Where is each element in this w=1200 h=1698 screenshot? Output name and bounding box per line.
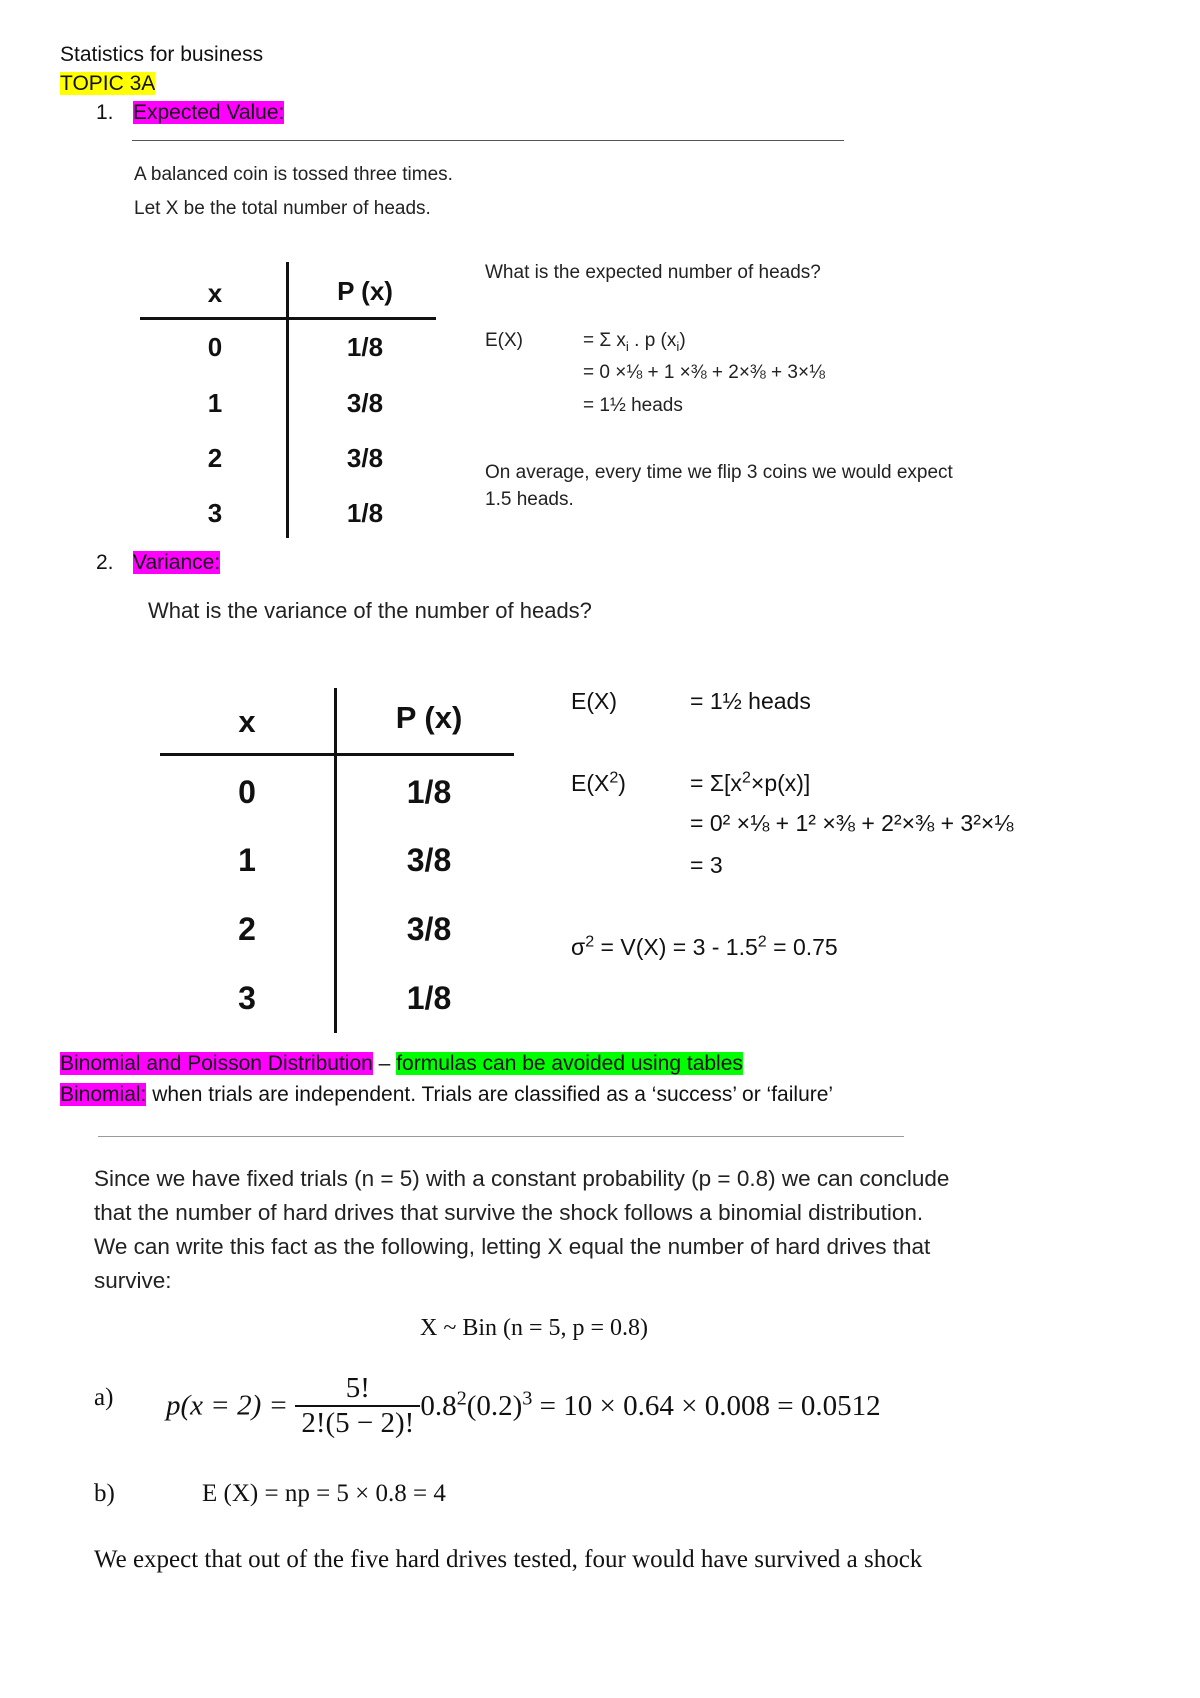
table1-x-3: 3 (207, 498, 223, 528)
section1-question: What is the expected number of heads? (485, 262, 821, 283)
binomial-label: Binomial: (60, 1083, 147, 1106)
part-b-expression: E (X) = np = 5 × 0.8 = 4 (202, 1480, 446, 1507)
binomial-definition (60, 1083, 833, 1107)
table1-p-3: 1/8 (346, 498, 384, 528)
table1-p-0: 1/8 (346, 332, 384, 362)
part-a-equation (166, 1372, 881, 1440)
part-a-numerator: 5! (295, 1372, 420, 1407)
section1-conclusion-line2: 1.5 heads. (485, 489, 574, 510)
topic-highlight: TOPIC 3A (60, 72, 156, 95)
binomial-para-line1: Since we have fixed trials (n = 5) with a constant probability (p = 0.8) we can conclude (94, 1166, 950, 1191)
section1-ex-label: E(X) (485, 330, 523, 351)
section2-ex2-line3: = 3 (690, 852, 723, 878)
table2-x-2: 2 (238, 911, 256, 947)
course-title: Statistics for business (60, 43, 264, 66)
part-a-rest (420, 1386, 881, 1422)
table2-x-3: 3 (238, 980, 256, 1016)
table2-p-2: 3/8 (406, 911, 452, 947)
section2-question: What is the variance of the number of heads? (148, 598, 592, 623)
section2-ex2-label (571, 770, 626, 797)
part-a-rest-pre: 0.8 (420, 1389, 457, 1422)
section1-title (133, 100, 284, 126)
section1-number: 1. (96, 101, 114, 124)
binomial-para-line3: We can write this fact as the following, letting X equal the number of hard drives that (94, 1234, 931, 1259)
table2-header-p: P (x) (395, 700, 463, 735)
part-a-lhs: p(x = 2) = (166, 1389, 289, 1422)
section2-number: 2. (96, 551, 114, 574)
part-a-rest-post: = 10 × 0.64 × 0.008 = 0.0512 (532, 1389, 881, 1422)
binomial-dash: – (372, 1052, 397, 1075)
section2-ex2-line1 (690, 770, 810, 797)
variance-sup: 2 (585, 932, 595, 951)
table1-x-2: 2 (207, 443, 223, 473)
section2-title (133, 550, 220, 576)
section1-rule (132, 140, 844, 141)
topic-label (60, 71, 155, 97)
binomial-title: Binomial and Poisson Distribution (60, 1052, 373, 1075)
part-a-rest-mid: (0.2) (466, 1389, 523, 1422)
section2-variance (571, 934, 838, 961)
section1-intro-line2: Let X be the total number of heads. (134, 198, 431, 219)
table2-p-0: 1/8 (406, 774, 452, 810)
table2-header-x: x (238, 704, 256, 739)
ex-line1-part3: ) (679, 330, 686, 351)
table1-header-x: x (207, 278, 223, 308)
part-a-rest-sup1: 2 (456, 1386, 467, 1409)
binomial-conclusion: We expect that out of the five hard drives tested, four would have survived a shock (94, 1546, 923, 1573)
binomial-para-line4: survive: (94, 1268, 172, 1293)
part-a-label: a) (94, 1384, 114, 1411)
binomial-model: X ~ Bin (n = 5, p = 0.8) (420, 1315, 649, 1341)
binomial-para-line2: that the number of hard drives that survive the shock follows a binomial distribution. (94, 1200, 924, 1225)
section2-ex-value: = 1½ heads (690, 688, 811, 714)
section1-intro-line1: A balanced coin is tossed three times. (134, 164, 453, 185)
ex2-line1-post: ×p(x)] (750, 770, 811, 796)
table1-x-1: 1 (207, 388, 223, 418)
section2-ex-label: E(X) (571, 688, 617, 714)
variance-mid: = V(X) = 3 - 1.5 (594, 934, 758, 960)
part-a-fraction (295, 1372, 420, 1440)
variance-post: = 0.75 (766, 934, 838, 960)
part-a-denominator: 2!(5 − 2)! (301, 1407, 415, 1439)
ex2-label-pre: E(X (571, 770, 610, 796)
ex-line1-part2: . p (x (628, 330, 677, 351)
variance-pre: σ (571, 934, 586, 960)
section2-title-highlight: Variance: (133, 551, 221, 574)
table2-x-1: 1 (238, 842, 256, 878)
binomial-rule (98, 1136, 904, 1137)
ex-line1-sub2: i (676, 338, 680, 354)
table1-x-0: 0 (207, 332, 223, 362)
table2-divider-horizontal (160, 753, 514, 756)
binomial-desc: when trials are independent. Trials are classified as a ‘success’ or ‘failure’ (146, 1083, 834, 1106)
table1-divider-horizontal (140, 317, 436, 320)
ex2-line1-sup: 2 (741, 768, 751, 787)
ex-line1-sub1: i (625, 338, 629, 354)
ex2-line1-pre: = Σ[x (690, 770, 742, 796)
ex2-label-post: ) (618, 770, 626, 796)
part-b-label: b) (94, 1480, 115, 1507)
binomial-note: formulas can be avoided using tables (396, 1052, 743, 1075)
section1-ex-line2: = 0 ×⅛ + 1 ×⅜ + 2×⅜ + 3×⅛ (583, 362, 825, 383)
binomial-paragraph (94, 1162, 949, 1298)
table1-divider-vertical (286, 262, 289, 538)
binomial-heading (60, 1052, 743, 1076)
variance-sup2: 2 (757, 932, 767, 951)
section1-conclusion-line1: On average, every time we flip 3 coins we would expect (485, 462, 953, 483)
ex2-label-sup: 2 (609, 768, 619, 787)
table2-p-3: 1/8 (406, 980, 452, 1016)
table1-p-1: 3/8 (346, 388, 384, 418)
table2-divider-vertical (334, 688, 337, 1033)
part-a-rest-sup2: 3 (522, 1386, 533, 1409)
section1-ex-line3: = 1½ heads (583, 395, 683, 416)
section2-ex2-line2: = 0² ×⅛ + 1² ×⅜ + 2²×⅜ + 3²×⅛ (690, 810, 1014, 836)
section1-ex-line1 (583, 330, 686, 352)
table2-x-0: 0 (238, 774, 256, 810)
section1-title-highlight: Expected Value: (133, 101, 285, 124)
table1-p-2: 3/8 (346, 443, 384, 473)
table1-header-p: P (x) (337, 276, 393, 306)
table2-p-1: 3/8 (406, 842, 452, 878)
ex-line1-part1: = Σ x (583, 330, 626, 351)
